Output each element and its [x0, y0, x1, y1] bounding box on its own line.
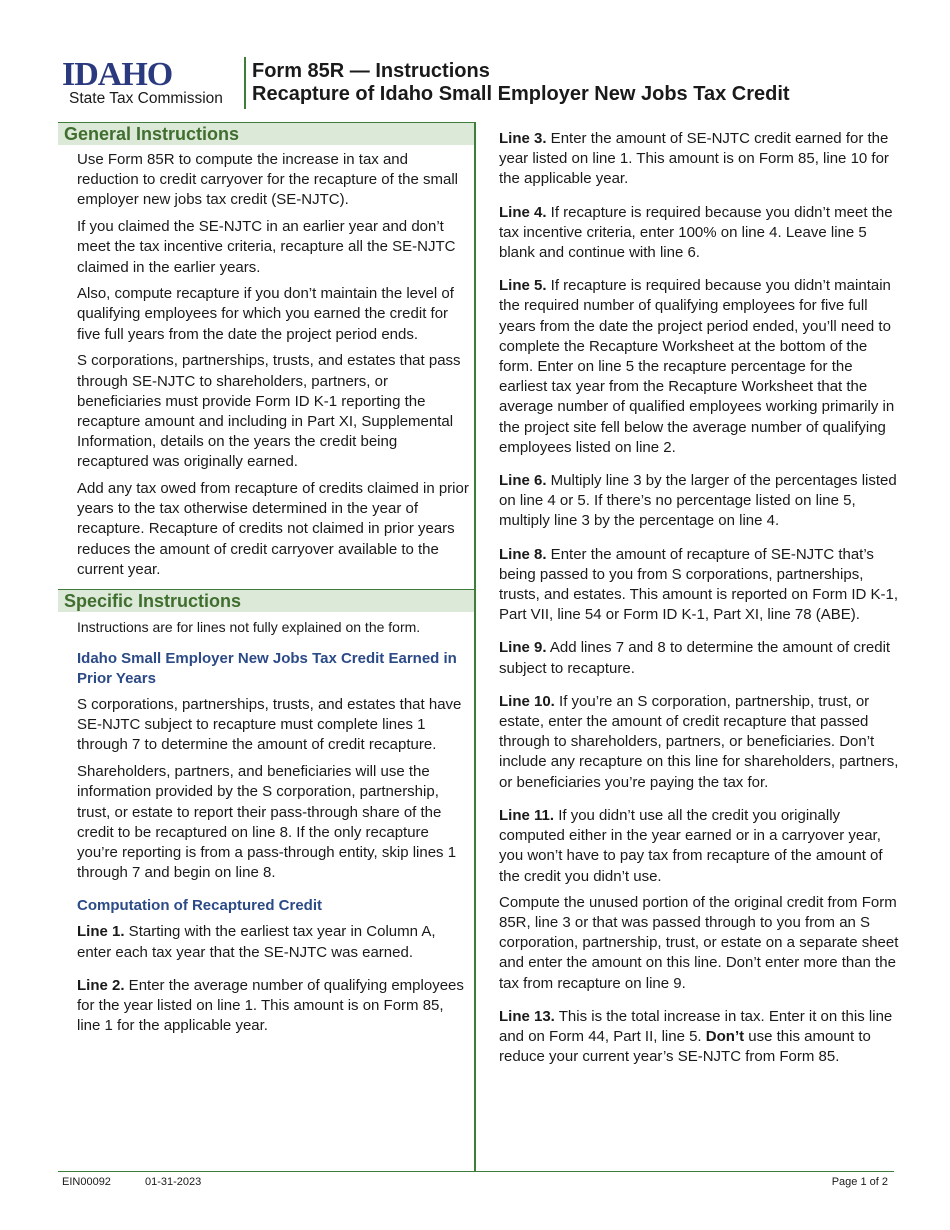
- page-title: [252, 60, 790, 106]
- line-1-instruction: [77, 922, 469, 962]
- general-paragraph: Use Form 85R to compute the increase in tax and reduction to credit carryover for the recapture of the small employer new jobs tax credit (SE-NJTC).: [77, 151, 459, 209]
- form-title: Form 85R — Instructions: [252, 60, 490, 82]
- footer-rule: [58, 1171, 894, 1172]
- line-label: Line 6.: [499, 472, 547, 490]
- general-instructions-body: [58, 150, 475, 580]
- specific-note: Instructions are for lines not fully explained on the form.: [77, 619, 421, 636]
- line-label: Line 5.: [499, 277, 547, 295]
- header-divider: [244, 57, 246, 109]
- line-text: Enter the average number of qualifying employees for the year listed on line 1. This amount is on Form 85, line 1 for the applicable year.: [77, 976, 464, 1035]
- right-column: [499, 129, 899, 1067]
- line-5-instruction: [499, 276, 899, 458]
- general-instructions-heading: General Instructions: [58, 122, 475, 145]
- line-label: Line 11.: [499, 806, 555, 824]
- column-divider: [474, 122, 476, 1172]
- line-11-instruction: [499, 806, 899, 887]
- line-11-continued: Compute the unused portion of the original credit from Form 85R, line 3 or that was passed through to you from an S corporation, partnership, trust, or estate on a separate sheet and enter the amount on this line. Don’t enter more than the tax from recapture on line 9.: [499, 893, 899, 992]
- line-8-instruction: [499, 545, 899, 626]
- line-label: Line 3.: [499, 130, 547, 147]
- line-label: Line 9.: [499, 639, 547, 657]
- logo-subtitle: State Tax Commission: [69, 90, 223, 107]
- specific-instructions-body: [58, 617, 475, 1036]
- line-text: If recapture is required because you didn’t meet the tax incentive criteria, enter 100% on line 4. Leave line 5 blank and continue with line 6.: [499, 203, 893, 262]
- line-text: use this amount to reduce your current year’s SE-NJTC from Form 85.: [499, 1027, 871, 1066]
- line-label: Line 8.: [499, 545, 547, 563]
- line-3-instruction: [499, 129, 899, 190]
- line-text: If you’re an S corporation, partnership, trust, or estate, enter the amount of credit recapture that passed through to shareholders, partners, or beneficiaries. Don’t include any recapture on this line for shareholders, partners, or beneficiaries you’re paying the tax for.: [499, 692, 899, 791]
- logo-wordmark: IDAHO: [62, 56, 173, 93]
- general-paragraph: Add any tax owed from recapture of credits claimed in prior years to the tax otherwise determined in the year of recapture. Recapture of credits not claimed in prior years reduces the amount of credit carryover available to the current year.: [77, 480, 469, 578]
- general-paragraph: Also, compute recapture if you don’t maintain the level of qualifying employees for which you earned the credit for five full years from the date the project period ends.: [77, 285, 454, 343]
- idaho-logo: [62, 58, 240, 110]
- line-label: Line 1.: [77, 923, 125, 941]
- form-code: EIN00092: [62, 1176, 111, 1188]
- line-9-instruction: [499, 638, 899, 678]
- general-paragraph: If you claimed the SE-NJTC in an earlier year and don’t meet the tax incentive criteria, recapture all the SE-NJTC claimed in the earlier years.: [77, 218, 456, 276]
- line-text: Enter the amount of SE-NJTC credit earned for the year listed on line 1. This amount is on Form 85, line 10 for the applicable year.: [499, 130, 889, 188]
- line-text: If recapture is required because you didn’t maintain the required number of qualifying employees for five full years from the date the project period ended, you’ll need to complete the Recapture Worksheet at the bottom of the form. Enter on line 5 the recapture percentage for the earliest tax year from the Recapture Worksheet that the average number of qualified employees working primarily in the project site fell below the average number of qualifying employees listed on line 2.: [499, 277, 895, 456]
- specific-paragraph: Shareholders, partners, and beneficiaries will use the information provided by the S corporation, partnership, trust, or estate to report their pass-through share of the credit to be recaptured on line 8. If the only recapture you’re reporting is from a pass-through entity, skip lines 1 through 7 and begin on line 8.: [77, 763, 457, 882]
- line-13-instruction: [499, 1007, 899, 1068]
- left-column: [58, 122, 475, 1036]
- revision-date: 01-31-2023: [145, 1176, 202, 1188]
- line-text: Starting with the earliest tax year in Column A, enter each tax year that the SE-NJTC was earned.: [77, 923, 436, 961]
- line-text: This is the total increase in tax. Enter it on this line and on Form 44, Part II, line 5.: [499, 1007, 893, 1045]
- subheading-computation: Computation of Recaptured Credit: [77, 897, 323, 915]
- line-label: Line 10.: [499, 692, 555, 710]
- line-10-instruction: [499, 692, 899, 793]
- line-text: Add lines 7 and 8 to determine the amount of credit subject to recapture.: [499, 639, 891, 677]
- subheading-prior-years: Idaho Small Employer New Jobs Tax Credit Earned in Prior Years: [77, 650, 457, 688]
- line-label: Line 2.: [77, 976, 125, 994]
- page-number: Page 1 of 2: [831, 1176, 888, 1188]
- form-subtitle: Recapture of Idaho Small Employer New Jobs Tax Credit: [252, 83, 790, 105]
- emphasis-dont: Don’t: [705, 1027, 745, 1045]
- general-paragraph: S corporations, partnerships, trusts, and estates that pass through SE-NJTC to shareholders, partners, or beneficiaries must provide Form ID K-1 reporting the recapture amount and including in Part XI, Supplemental Information, details on the years the credit being recaptured was originally earned.: [77, 352, 461, 471]
- specific-instructions-heading: Specific Instructions: [58, 589, 475, 612]
- line-label: Line 4.: [499, 203, 547, 221]
- specific-paragraph: S corporations, partnerships, trusts, and estates that have SE-NJTC subject to recapture must complete lines 1 through 7 to determine the amount of credit recapture.: [77, 696, 462, 754]
- line-text: If you didn’t use all the credit you originally computed either in the year earned or in a carryover year, you won’t have to pay tax from recapture of the amount of the credit you didn’t use.: [499, 806, 883, 885]
- line-label: Line 13.: [499, 1007, 555, 1025]
- line-4-instruction: [499, 203, 899, 264]
- line-text: Multiply line 3 by the larger of the percentages listed on line 4 or 5. If there’s no percentage listed on line 5, multiply line 3 by the percentage on line 4.: [499, 472, 897, 530]
- line-text: Enter the amount of recapture of SE-NJTC that’s being passed to you from S corporations, partnerships, trusts, and estates. This amount is reported on Form ID K-1, Part VII, line 54 or Form ID K-1, Part XI, line 78 (ABE).: [499, 545, 899, 624]
- line-2-instruction: [77, 976, 469, 1037]
- line-6-instruction: [499, 471, 899, 532]
